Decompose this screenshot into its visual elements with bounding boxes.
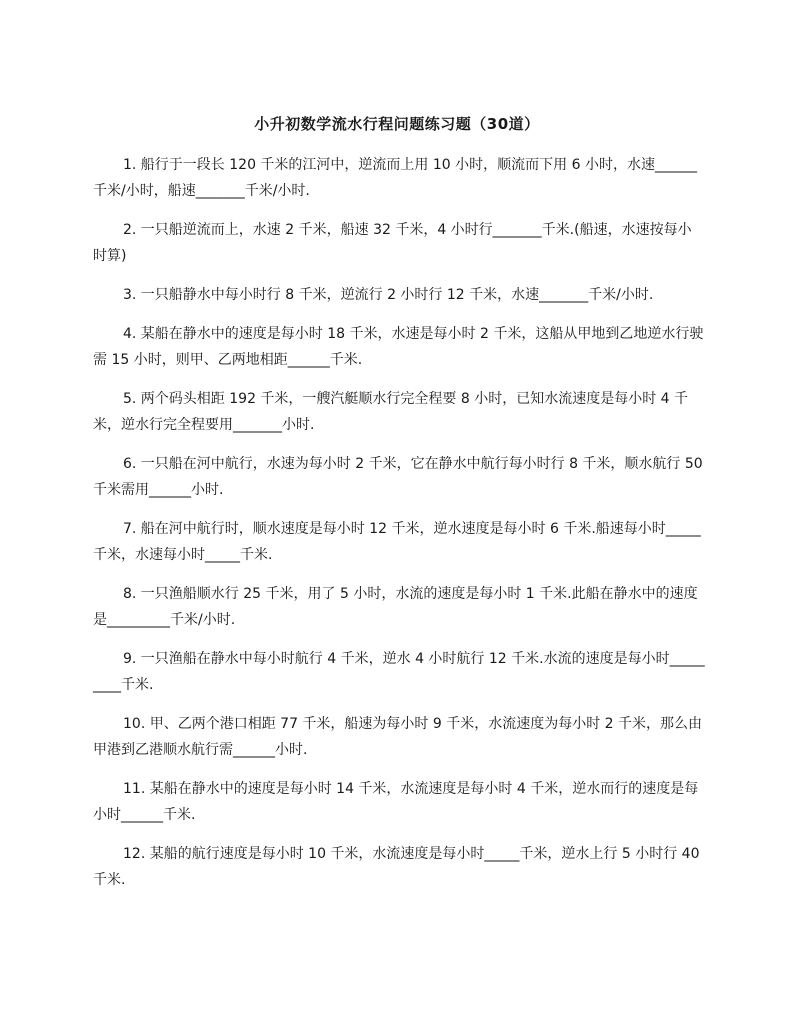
question-item: 9. 一只渔船在静水中每小时航行 4 千米，逆水 4 小时航行 12 千米.水流的速度是每小时_________千米. bbox=[93, 651, 705, 693]
question-item: 3. 一只船静水中每小时行 8 千米，逆流行 2 小时行 12 千米，水速_______千米/小时. bbox=[123, 287, 654, 303]
question-item: 11. 某船在静水中的速度是每小时 14 千米，水流速度是每小时 4 千米，逆水而行的速度是每小时______千米. bbox=[93, 781, 699, 823]
question-item: 8. 一只渔船顺水行 25 千米，用了 5 小时，水流的速度是每小时 1 千米.此船在静水中的速度是_________千米/小时. bbox=[93, 586, 698, 628]
question-item: 2. 一只船逆流而上，水速 2 千米，船速 32 千米，4 小时行_______千米.(船速，水速按每小时算) bbox=[93, 222, 692, 264]
question-item: 6. 一只船在河中航行，水速为每小时 2 千米，它在静水中航行每小时行 8 千米，顺水航行 50 千米需用______小时. bbox=[93, 456, 703, 498]
question-item: 12. 某船的航行速度是每小时 10 千米，水流速度是每小时_____千米，逆水上行 5 小时行 40 千米. bbox=[93, 846, 700, 888]
question-item: 5. 两个码头相距 192 千米，一艘汽艇顺水行完全程要 8 小时，已知水流速度是每小时 4 千米，逆水行完全程要用_______小时. bbox=[93, 391, 689, 433]
document-title: 小升初数学流水行程问题练习题（30道） bbox=[254, 115, 540, 133]
question-list bbox=[93, 152, 705, 906]
question-item: 4. 某船在静水中的速度是每小时 18 千米，水速是每小时 2 千米，这船从甲地到乙地逆水行驶需 15 小时，则甲、乙两地相距______千米. bbox=[93, 326, 704, 368]
question-item: 1. 船行于一段长 120 千米的江河中，逆流而上用 10 小时，顺流而下用 6 小时，水速______千米/小时，船速_______千米/小时. bbox=[93, 157, 697, 199]
question-item: 7. 船在河中航行时，顺水速度是每小时 12 千米，逆水速度是每小时 6 千米.船速每小时_____千米，水速每小时_____千米. bbox=[93, 521, 701, 563]
question-item: 10. 甲、乙两个港口相距 77 千米，船速为每小时 9 千米，水流速度为每小时 2 千米，那么由甲港到乙港顺水航行需______小时. bbox=[93, 716, 703, 758]
